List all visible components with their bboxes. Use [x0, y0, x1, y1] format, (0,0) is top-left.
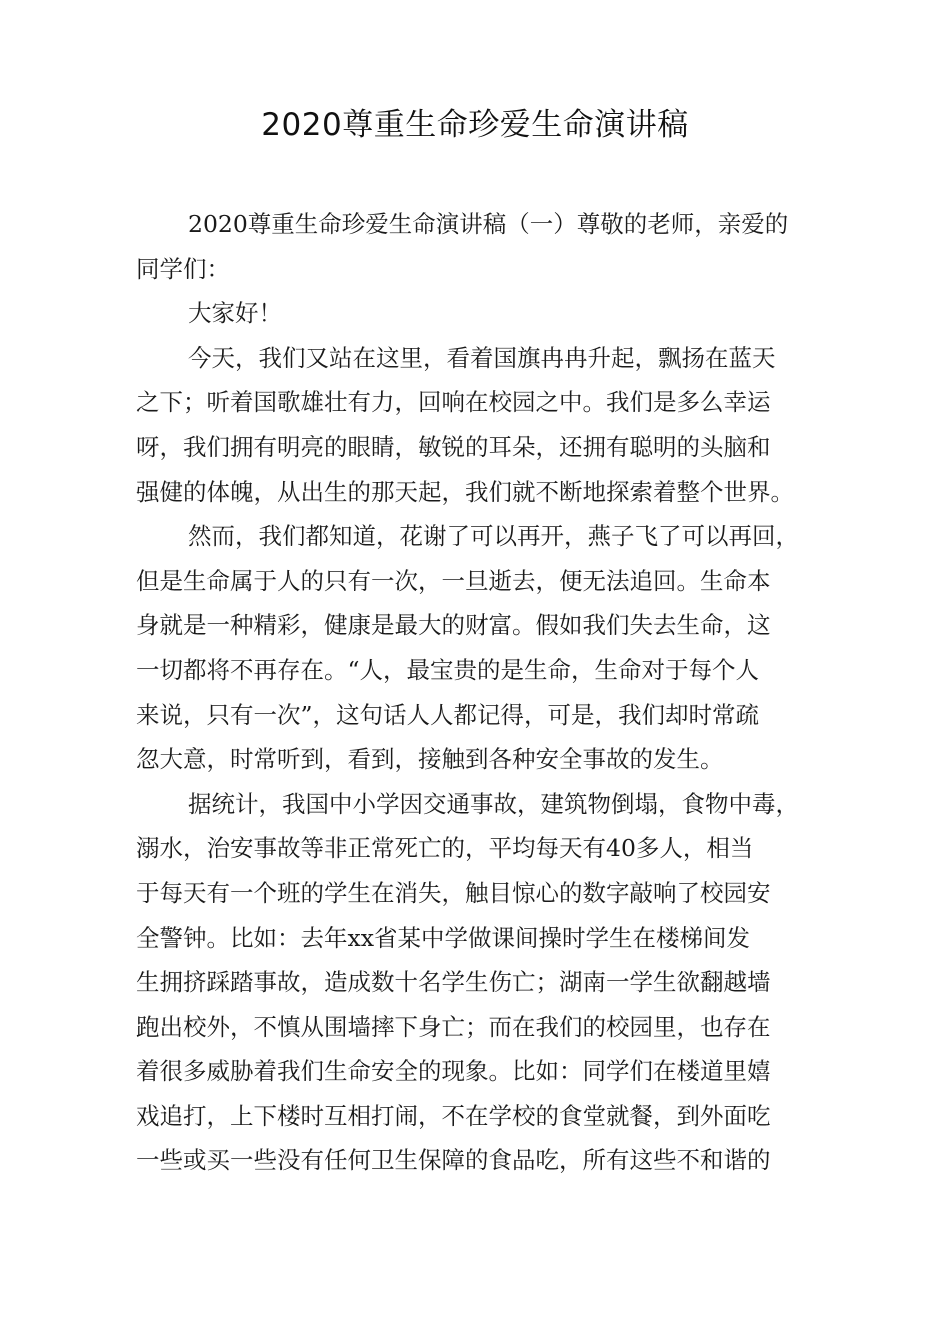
paragraph-line: 然而，我们都知道，花谢了可以再开，燕子飞了可以再回，	[188, 522, 799, 551]
paragraph-today	[136, 336, 836, 514]
paragraph-line: 大家好！	[188, 299, 282, 328]
document-title: 2020尊重生命珍爱生命演讲稿	[261, 107, 689, 143]
paragraph-line: 全警钟。比如：去年xx省某中学做课间操时学生在楼梯间发	[136, 923, 751, 952]
paragraph-line: 戏追打，上下楼时互相打闹，不在学校的食堂就餐，到外面吃	[136, 1101, 771, 1130]
paragraph-line: 呀，我们拥有明亮的眼睛，敏锐的耳朵，还拥有聪明的头脑和	[136, 432, 771, 461]
paragraph-hello	[136, 291, 836, 336]
paragraph-line: 跑出校外，不慎从围墙摔下身亡；而在我们的校园里，也存在	[136, 1012, 771, 1041]
paragraph-however	[136, 514, 836, 782]
paragraph-line: 强健的体魄，从出生的那天起，我们就不断地探索着整个世界。	[136, 477, 794, 506]
paragraph-line: 2020尊重生命珍爱生命演讲稿（一）尊敬的老师，亲爱的	[188, 210, 789, 238]
paragraph-line: 但是生命属于人的只有一次，一旦逝去，便无法追回。生命本	[136, 566, 771, 595]
paragraph-line: 生拥挤踩踏事故，造成数十名学生伤亡；湖南一学生欲翻越墙	[136, 968, 771, 997]
document-body	[136, 202, 836, 1183]
paragraph-line: 忽大意，时常听到，看到，接触到各种安全事故的发生。	[136, 745, 724, 774]
paragraph-line: 今天，我们又站在这里，看着国旗冉冉升起，飘扬在蓝天	[188, 343, 776, 372]
paragraph-line: 来说，只有一次”，这句话人人都记得，可是，我们却时常疏	[136, 700, 760, 729]
paragraph-line: 一切都将不再存在。“人，最宝贵的是生命，生命对于每个人	[136, 655, 760, 684]
paragraph-line: 据统计，我国中小学因交通事故，建筑物倒塌，食物中毒，	[188, 789, 799, 818]
paragraph-line: 一些或买一些没有任何卫生保障的食品吃，所有这些不和谐的	[136, 1146, 771, 1175]
paragraph-line: 溺水，治安事故等非正常死亡的，平均每天有40多人，相当	[136, 834, 754, 863]
paragraph-line: 于每天有一个班的学生在消失，触目惊心的数字敲响了校园安	[136, 878, 771, 907]
paragraph-line: 着很多威胁着我们生命安全的现象。比如：同学们在楼道里嬉	[136, 1057, 771, 1086]
paragraph-line: 同学们：	[136, 254, 230, 283]
paragraph-line: 身就是一种精彩，健康是最大的财富。假如我们失去生命，这	[136, 611, 771, 640]
paragraph-line: 之下；听着国歌雄壮有力，回响在校园之中。我们是多么幸运	[136, 388, 771, 417]
paragraph-greeting	[136, 202, 836, 291]
paragraph-statistics	[136, 782, 836, 1183]
